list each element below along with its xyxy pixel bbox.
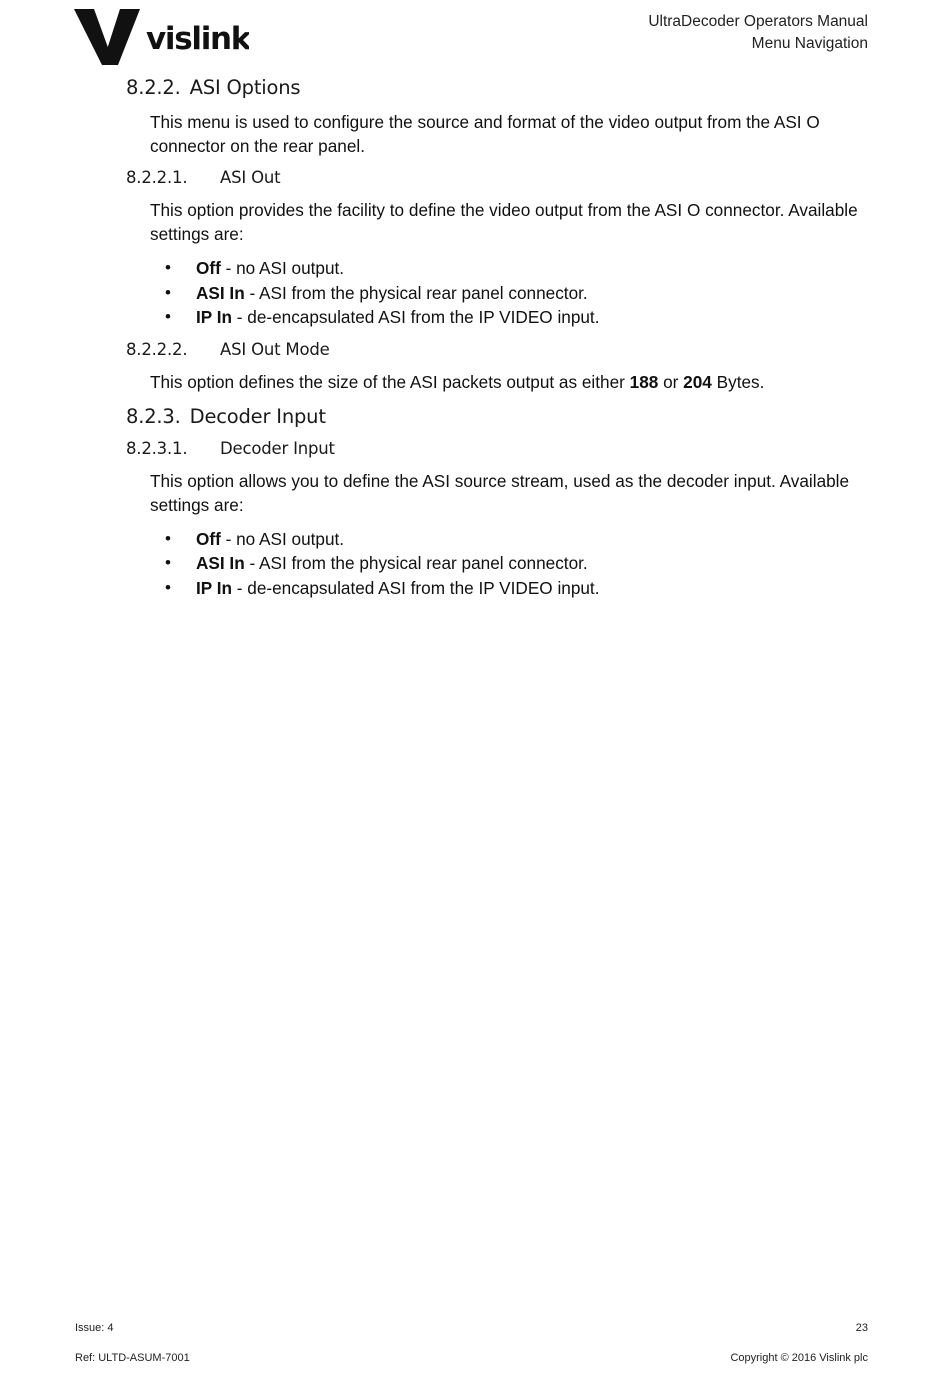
decoder-input-settings-list xyxy=(126,527,866,601)
asi-out-description: This option provides the facility to define the video output from the ASI O connector. Available settings are: xyxy=(150,200,858,244)
section-title: Decoder Input xyxy=(189,404,326,428)
section-heading-asi-options xyxy=(126,76,866,99)
setting-term: ASI In xyxy=(196,553,245,573)
vislink-logo xyxy=(74,9,249,65)
subsection-title: ASI Out Mode xyxy=(220,339,330,359)
setting-description: - ASI from the physical rear panel connector. xyxy=(244,553,588,573)
setting-term: ASI In xyxy=(196,282,245,303)
setting-term: Off xyxy=(196,528,221,549)
subsection-heading-decoder-input xyxy=(126,439,866,458)
setting-description: - no ASI output. xyxy=(220,528,345,549)
section-title: ASI Options xyxy=(189,76,301,99)
subsection-heading-asi-out-mode xyxy=(126,340,866,359)
setting-term: Off xyxy=(196,258,221,278)
list-item xyxy=(150,551,866,576)
document-body xyxy=(126,74,866,600)
list-item xyxy=(150,527,866,552)
header-section-title: Menu Navigation xyxy=(751,35,868,52)
subsection-heading-asi-out xyxy=(126,168,866,187)
footer-row-reference xyxy=(75,1352,868,1364)
page-number: 23 xyxy=(855,1322,868,1334)
footer-row-issue xyxy=(75,1322,868,1334)
issue-number: Issue: 4 xyxy=(75,1322,114,1334)
bullet-icon: • xyxy=(165,258,171,277)
page-header xyxy=(648,11,868,55)
document-reference: Ref: ULTD-ASUM-7001 xyxy=(75,1352,190,1364)
list-item xyxy=(150,305,866,330)
asi-out-mode-description xyxy=(126,370,866,394)
packet-size-204: 204 xyxy=(683,371,712,392)
decoder-input-description: This option allows you to define the ASI source stream, used as the decoder input. Available settings are: xyxy=(150,470,850,515)
section-number: 8.2.2. xyxy=(126,76,181,99)
setting-term: IP In xyxy=(196,307,232,327)
subsection-number: 8.2.2.2. xyxy=(126,339,188,359)
section-number: 8.2.3. xyxy=(126,404,181,428)
asi-options-intro: This menu is used to configure the source and format of the video output from the ASI O connector on the rear panel. xyxy=(150,112,820,156)
bullet-icon: • xyxy=(165,528,171,548)
section-heading-decoder-input xyxy=(126,405,866,428)
setting-term: IP In xyxy=(196,577,232,598)
bullet-icon: • xyxy=(165,282,171,302)
setting-description: - ASI from the physical rear panel connector. xyxy=(244,282,588,303)
subsection-number: 8.2.3.1. xyxy=(126,438,188,458)
list-item xyxy=(150,576,866,601)
bullet-icon: • xyxy=(165,553,171,572)
manual-title: UltraDecoder Operators Manual xyxy=(648,13,868,30)
setting-description: - de-encapsulated ASI from the IP VIDEO input. xyxy=(231,307,600,327)
text-run: or xyxy=(658,371,684,392)
subsection-title: Decoder Input xyxy=(220,438,335,458)
subsection-number: 8.2.2.1. xyxy=(126,168,188,187)
subsection-title: ASI Out xyxy=(220,168,281,187)
logo-wordmark: vislink xyxy=(146,21,249,57)
list-item xyxy=(150,281,866,306)
text-run: Bytes. xyxy=(711,371,765,392)
setting-description: - de-encapsulated ASI from the IP VIDEO input. xyxy=(231,577,600,598)
text-run: This option defines the size of the ASI packets output as either xyxy=(150,371,630,392)
packet-size-188: 188 xyxy=(629,371,659,392)
bullet-icon: • xyxy=(165,577,171,597)
copyright-notice: Copyright © 2016 Vislink plc xyxy=(730,1352,868,1364)
list-item xyxy=(150,256,866,281)
bullet-icon: • xyxy=(165,307,171,326)
setting-description: - no ASI output. xyxy=(220,258,345,278)
asi-out-settings-list xyxy=(126,256,866,330)
